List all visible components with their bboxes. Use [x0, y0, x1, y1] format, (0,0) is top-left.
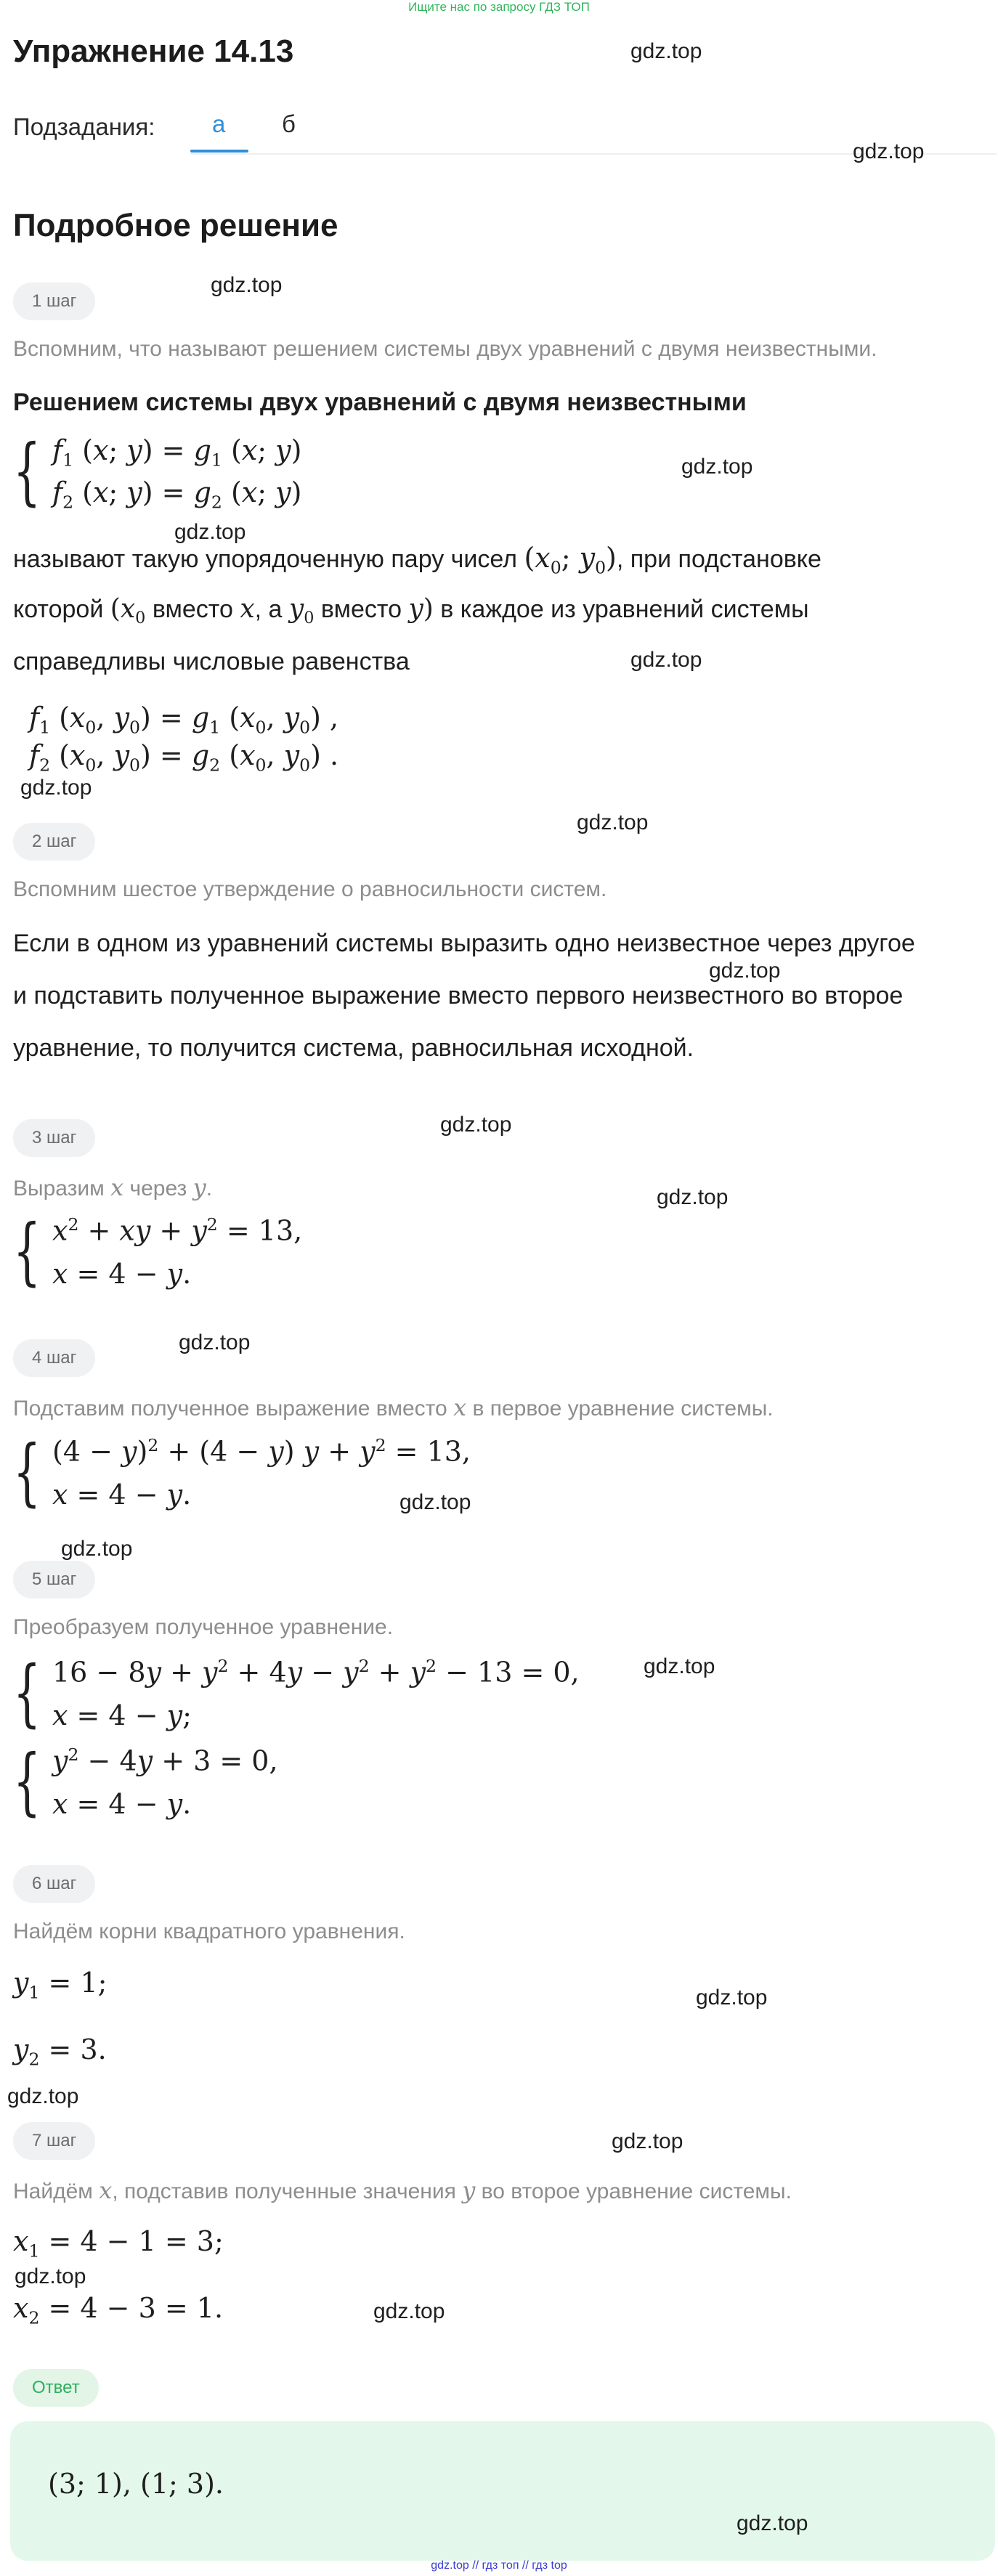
step-3-hint-a: Выразим: [13, 1177, 105, 1200]
definition-title: Решением системы двух уравнений с двумя неизвестными: [13, 389, 747, 416]
watermark: gdz.top: [630, 39, 702, 63]
system-brace: {: [13, 428, 41, 513]
root-y1: $y_1 = 1$;: [13, 1967, 107, 2003]
section-title: Подробное решение: [13, 208, 338, 243]
step-2-hint: Вспомним шестое утверждение о равносильности систем.: [13, 877, 607, 901]
step-6-hint: Найдём корни квадратного уравнения.: [13, 1919, 405, 1943]
step-3-hint: Выразим x через y.: [13, 1174, 213, 1201]
system-brace: {: [13, 1650, 41, 1735]
step-3-badge: 3 шаг: [13, 1119, 95, 1157]
numeric-equality-1: $f_1$ ($x_0$, $y_0) = g_1$ ($x_0$, $y_0$) ,: [29, 702, 339, 738]
system-brace: {: [13, 1429, 41, 1514]
tab-a[interactable]: а: [212, 110, 226, 137]
step-4-badge: 4 шаг: [13, 1339, 95, 1377]
step-7-hint-c: во второе уравнение системы.: [481, 2179, 792, 2203]
page-title: Упражнение 14.13: [13, 33, 294, 69]
statement-line-3: уравнение, то получится система, равносильная исходной.: [13, 1034, 694, 1062]
watermark: gdz.top: [696, 1986, 768, 2010]
watermark: gdz.top: [61, 1537, 133, 1561]
system-brace: {: [13, 1739, 41, 1824]
watermark: gdz.top: [681, 455, 753, 479]
top-hint: Ищите нас по запросу ГДЗ ТОП: [408, 0, 590, 14]
watermark: gdz.top: [657, 1185, 729, 1209]
definition-line-2: которой ($x_0$ вместо x, а $y_0$ вместо y) в каждое из уравнений системы: [13, 594, 809, 628]
system-brace: {: [13, 1208, 41, 1293]
definition-line-3: справедливы числовые равенства: [13, 648, 410, 675]
step-4-hint-b: в первое уравнение системы.: [472, 1397, 774, 1421]
step-1-badge: 1 шаг: [13, 283, 95, 320]
definition-text-2d: вместо: [320, 596, 402, 623]
answer-badge: Ответ: [13, 2369, 99, 2407]
step-4-hint: Подставим полученное выражение вместо x в первое уравнение системы.: [13, 1394, 774, 1421]
step-5-badge: 5 шаг: [13, 1561, 95, 1598]
statement-line-2: и подставить полученное выражение вместо первого неизвестного во второе: [13, 982, 904, 1009]
watermark: gdz.top: [15, 2264, 86, 2288]
root-x2: $x_2 = 4 - 3 = 1$.: [13, 2292, 224, 2328]
watermark: gdz.top: [179, 1330, 251, 1354]
definition-text-1b: , при подстановке: [616, 545, 821, 573]
step-5-hint: Преобразуем полученное уравнение.: [13, 1615, 394, 1639]
watermark: gdz.top: [399, 1490, 471, 1514]
step-7-hint-b: , подставив полученные значения: [112, 2179, 456, 2203]
watermark: gdz.top: [20, 776, 92, 800]
definition-text-2a: которой: [13, 596, 104, 623]
watermark: gdz.top: [630, 648, 702, 672]
watermark: gdz.top: [174, 520, 246, 544]
step-4-hint-a: Подставим полученное выражение вместо: [13, 1397, 447, 1421]
root-y2: $y_2 = 3$.: [13, 2033, 107, 2070]
watermark: gdz.top: [211, 273, 283, 297]
definition-text-2e: в каждое из уравнений системы: [440, 596, 809, 623]
watermark: gdz.top: [709, 959, 781, 983]
watermark: gdz.top: [737, 2511, 808, 2535]
root-x1: $x_1 = 4 - 1 = 3$;: [13, 2225, 224, 2262]
step-7-hint: Найдём x, подставив полученные значения y во второе уравнение системы.: [13, 2177, 792, 2204]
definition-line-1: [13, 542, 821, 578]
step-3-hint-b: через: [129, 1177, 187, 1200]
definition-text-1a: называют такую упорядоченную пару чисел: [13, 545, 517, 573]
tab-b[interactable]: б: [282, 110, 296, 137]
equation-f2: $f_2$ (x; $y) = g_2$ (x; y): [52, 476, 302, 513]
subtasks-label: Подзадания:: [13, 113, 155, 140]
statement-line-1: Если в одном из уравнений системы выразить одно неизвестное через другое: [13, 930, 915, 957]
footer-links[interactable]: gdz.top // гдз топ // гдз top: [431, 2559, 567, 2572]
watermark: gdz.top: [373, 2299, 445, 2323]
watermark: gdz.top: [853, 139, 925, 163]
step-2-badge: 2 шаг: [13, 823, 95, 861]
step-1-hint: Вспомним, что называют решением системы двух уравнений с двумя неизвестными.: [13, 337, 877, 361]
definition-text-2b: вместо: [152, 596, 233, 623]
watermark: gdz.top: [577, 810, 649, 834]
watermark: gdz.top: [644, 1654, 715, 1678]
definition-text-2c: , а: [254, 596, 283, 623]
numeric-equality-2: $f_2$ ($x_0$, $y_0) = g_2$ ($x_0$, $y_0$) .: [29, 739, 339, 776]
step-7-hint-a: Найдём: [13, 2179, 93, 2203]
equation-f1: $f_1$ (x; $y) = g_1$ (x; y): [52, 434, 302, 471]
step-6-badge: 6 шаг: [13, 1865, 95, 1903]
watermark: gdz.top: [440, 1113, 512, 1137]
pair-x0-y0: ($x_0$; $y_0$): [524, 542, 617, 578]
active-tab-indicator: [190, 150, 248, 153]
step-7-badge: 7 шаг: [13, 2122, 95, 2160]
answer-value: (3; 1), (1; 3).: [48, 2468, 224, 2500]
watermark: gdz.top: [612, 2129, 683, 2153]
watermark: gdz.top: [7, 2084, 79, 2108]
